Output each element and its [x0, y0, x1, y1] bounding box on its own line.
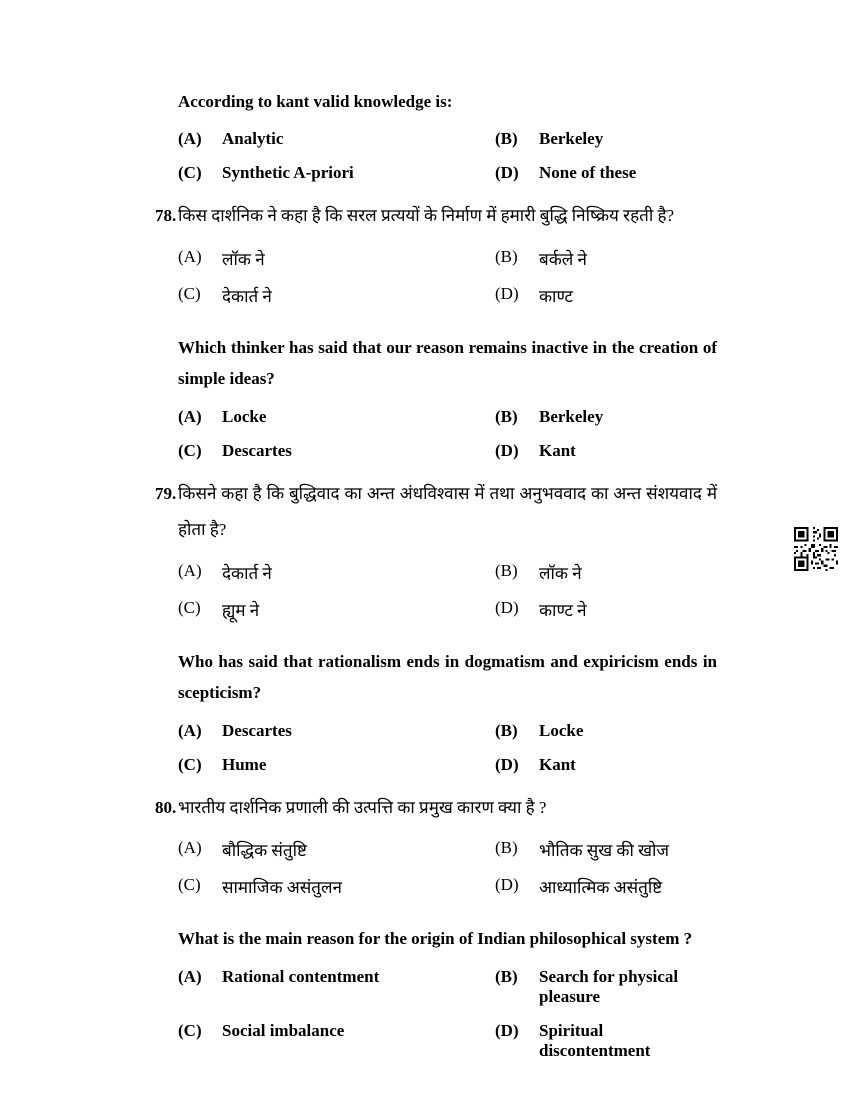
- option-c: [178, 284, 495, 307]
- option-text: ह्यूम ने: [222, 600, 260, 620]
- option-label: (A): [178, 720, 202, 740]
- option-a: [178, 721, 495, 741]
- option-label: (A): [178, 560, 202, 580]
- option-label: (D): [495, 597, 519, 617]
- option-row: [178, 838, 717, 861]
- option-text: Rational contentment: [222, 966, 380, 986]
- option-label: (A): [178, 838, 202, 858]
- option-text: बर्कले ने: [539, 249, 587, 269]
- option-text: Berkeley: [539, 129, 604, 149]
- option-c: [178, 875, 495, 898]
- option-a: [178, 967, 495, 1007]
- question-continuation: [155, 86, 717, 183]
- question-number: 78.: [155, 206, 177, 226]
- option-b: [495, 721, 717, 741]
- option-text: Kant: [539, 754, 576, 774]
- option-text: Descartes: [222, 720, 292, 740]
- option-text: लॉक ने: [539, 563, 582, 583]
- option-row: [178, 163, 717, 183]
- option-c: [178, 441, 495, 461]
- option-a: [178, 247, 495, 270]
- option-text: काण्ट: [539, 286, 573, 306]
- option-label: (B): [495, 246, 518, 266]
- option-text: काण्ट ने: [539, 600, 587, 620]
- option-row: [178, 721, 717, 741]
- option-label: (C): [178, 754, 202, 774]
- option-b: [495, 247, 717, 270]
- option-c: [178, 1021, 495, 1061]
- option-label: (C): [178, 597, 201, 617]
- option-text: Social imbalance: [222, 1020, 345, 1040]
- question-number: 80.: [155, 797, 177, 817]
- option-row: [178, 441, 717, 461]
- option-text: Kant: [539, 440, 576, 460]
- options-hindi: [178, 838, 717, 898]
- option-text: भौतिक सुख की खोज: [539, 841, 670, 861]
- option-text: सामाजिक असंतुलन: [222, 878, 342, 898]
- option-b: [495, 407, 717, 427]
- option-row: [178, 875, 717, 898]
- question-text-hindi: भारतीय दार्शनिक प्रणाली की उत्पत्ति का प्रमुख कारण क्या है ?: [178, 797, 547, 817]
- option-d: [495, 755, 717, 775]
- question-text-english: Who has said that rationalism ends in dogmatism and expiricism ends in scepticism?: [178, 651, 717, 703]
- question-text-hindi: किसने कहा है कि बुद्धिवाद का अन्त अंधविश्वास में तथा अनुभववाद का अन्त संशयवाद में होता है?: [178, 483, 717, 540]
- option-text: लॉक ने: [222, 249, 265, 269]
- option-label: (D): [495, 283, 519, 303]
- option-d: [495, 598, 717, 621]
- option-label: (D): [495, 1020, 519, 1040]
- option-row: [178, 1021, 717, 1061]
- option-text: बौद्धिक संतुष्टि: [222, 841, 307, 861]
- option-b: [495, 561, 717, 584]
- question-80: [155, 790, 717, 1061]
- options-english: [178, 407, 717, 461]
- option-text: Synthetic A-priori: [222, 163, 354, 183]
- options-hindi: [178, 247, 717, 307]
- option-label: (B): [495, 406, 518, 426]
- option-b: [495, 129, 717, 149]
- option-d: [495, 284, 717, 307]
- question-text-english: What is the main reason for the origin of Indian philosophical system ?: [178, 929, 693, 949]
- option-label: (A): [178, 406, 202, 426]
- option-label: (C): [178, 875, 201, 895]
- question-head: [155, 790, 717, 827]
- option-text: None of these: [539, 163, 637, 183]
- option-label: (B): [495, 966, 518, 986]
- option-label: (A): [178, 246, 202, 266]
- option-c: [178, 755, 495, 775]
- option-text: Hume: [222, 754, 267, 774]
- option-text: Analytic: [222, 129, 284, 149]
- options-hindi: [178, 561, 717, 621]
- option-label: (B): [495, 129, 518, 149]
- option-c: [178, 163, 495, 183]
- question-text-english: Which thinker has said that our reason remains inactive in the creation of simple ideas?: [178, 337, 717, 389]
- question-number: 79.: [155, 483, 177, 503]
- option-text: देकार्त ने: [222, 563, 272, 583]
- option-label: (C): [178, 1020, 202, 1040]
- option-text: Spiritual discontentment: [539, 1020, 651, 1060]
- option-label: (A): [178, 129, 202, 149]
- option-label: (B): [495, 560, 518, 580]
- option-label: (B): [495, 720, 518, 740]
- option-row: [178, 755, 717, 775]
- option-d: [495, 1021, 717, 1061]
- option-label: (D): [495, 440, 519, 460]
- option-text: आध्यात्मिक असंतुष्टि: [539, 878, 663, 898]
- options-english: [178, 721, 717, 775]
- option-c: [178, 598, 495, 621]
- option-text: Descartes: [222, 440, 292, 460]
- option-row: [178, 967, 717, 1007]
- question-text-english: According to kant valid knowledge is:: [178, 92, 453, 111]
- option-row: [178, 129, 717, 149]
- option-text: Search for physical pleasure: [539, 966, 679, 1006]
- option-a: [178, 407, 495, 427]
- option-b: [495, 967, 717, 1007]
- option-row: [178, 407, 717, 427]
- option-b: [495, 838, 717, 861]
- option-a: [178, 129, 495, 149]
- qr-code-icon: [794, 526, 838, 572]
- options-english: [178, 129, 717, 183]
- option-label: (C): [178, 440, 202, 460]
- question-text-hindi: किस दार्शनिक ने कहा है कि सरल प्रत्ययों के निर्माण में हमारी बुद्धि निष्क्रिय रहती है?: [178, 206, 675, 226]
- option-d: [495, 441, 717, 461]
- option-row: [178, 284, 717, 307]
- option-a: [178, 838, 495, 861]
- option-text: Berkeley: [539, 406, 604, 426]
- option-label: (A): [178, 966, 202, 986]
- option-label: (D): [495, 163, 519, 183]
- option-text: देकार्त ने: [222, 286, 272, 306]
- option-row: [178, 247, 717, 270]
- option-label: (C): [178, 163, 202, 183]
- option-label: (D): [495, 875, 519, 895]
- question-head: [155, 476, 717, 549]
- option-text: Locke: [539, 720, 584, 740]
- option-a: [178, 561, 495, 584]
- question-column: [155, 86, 717, 1061]
- question-head: [155, 198, 717, 235]
- option-row: [178, 561, 717, 584]
- question-78: [155, 198, 717, 460]
- option-label: (B): [495, 838, 518, 858]
- option-label: (C): [178, 283, 201, 303]
- option-label: (D): [495, 754, 519, 774]
- option-text: Locke: [222, 406, 267, 426]
- options-english: [178, 967, 717, 1061]
- question-79: [155, 476, 717, 775]
- option-d: [495, 163, 717, 183]
- option-row: [178, 598, 717, 621]
- option-d: [495, 875, 717, 898]
